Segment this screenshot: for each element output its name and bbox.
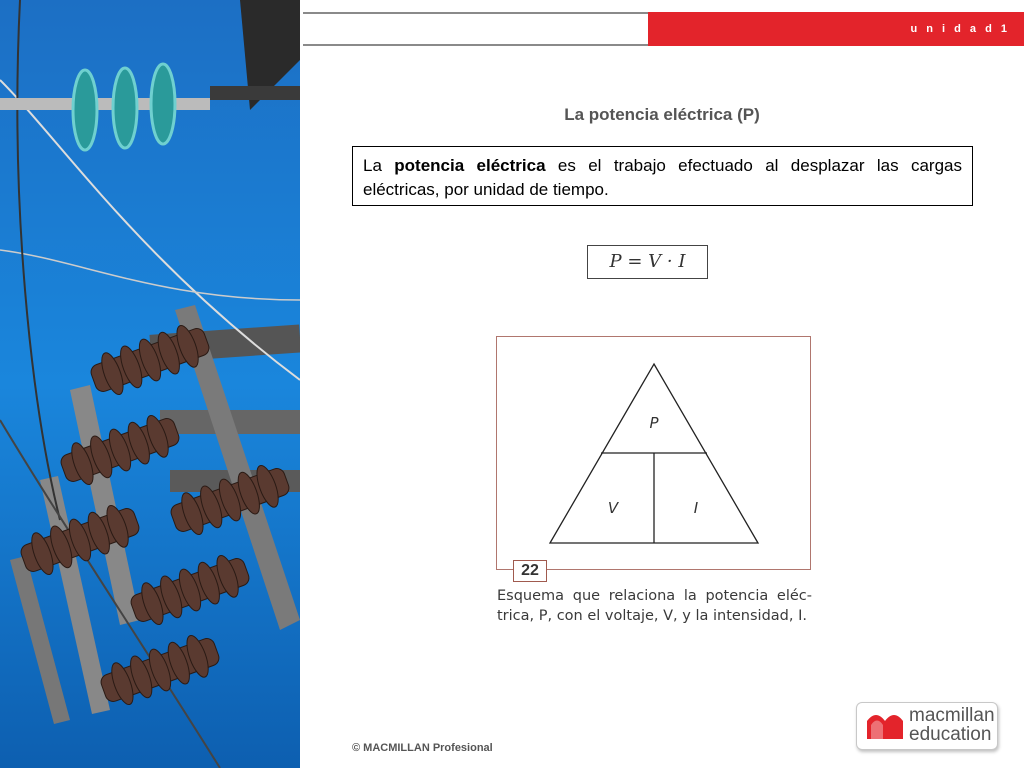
macmillan-logo xyxy=(856,702,998,750)
logo-text-line1: macmillan xyxy=(909,705,995,726)
figure-caption: Esquema que relaciona la potencia eléctrica, P, con el voltaje, V, y la intensidad, I. xyxy=(497,588,812,624)
power-line-photo xyxy=(0,0,300,768)
header-bar-red xyxy=(648,12,1024,46)
figure-number: 22 xyxy=(513,560,547,582)
logo-text-line2: education xyxy=(909,724,992,745)
formula-box: P = V · I xyxy=(587,245,708,279)
macmillan-logo-icon xyxy=(865,709,905,743)
definition-box xyxy=(352,146,973,206)
definition-prefix: La xyxy=(363,156,395,175)
unit-label: u n i d a d 1 xyxy=(910,23,1010,35)
power-triangle-diagram xyxy=(496,336,811,570)
definition-suffix: es el trabajo efectuado al desplazar las cargas eléctricas, por unidad de tiempo. xyxy=(363,156,962,199)
triangle-label-v: V xyxy=(607,499,619,517)
header-bar-gray xyxy=(303,12,648,46)
definition-bold-term: potencia eléctrica xyxy=(394,156,546,175)
triangle-label-i: I xyxy=(693,499,699,517)
slide-title: La potencia eléctrica (P) xyxy=(564,105,760,124)
triangle-label-p: P xyxy=(649,414,659,432)
copyright-text: © MACMILLAN Profesional xyxy=(352,742,493,754)
